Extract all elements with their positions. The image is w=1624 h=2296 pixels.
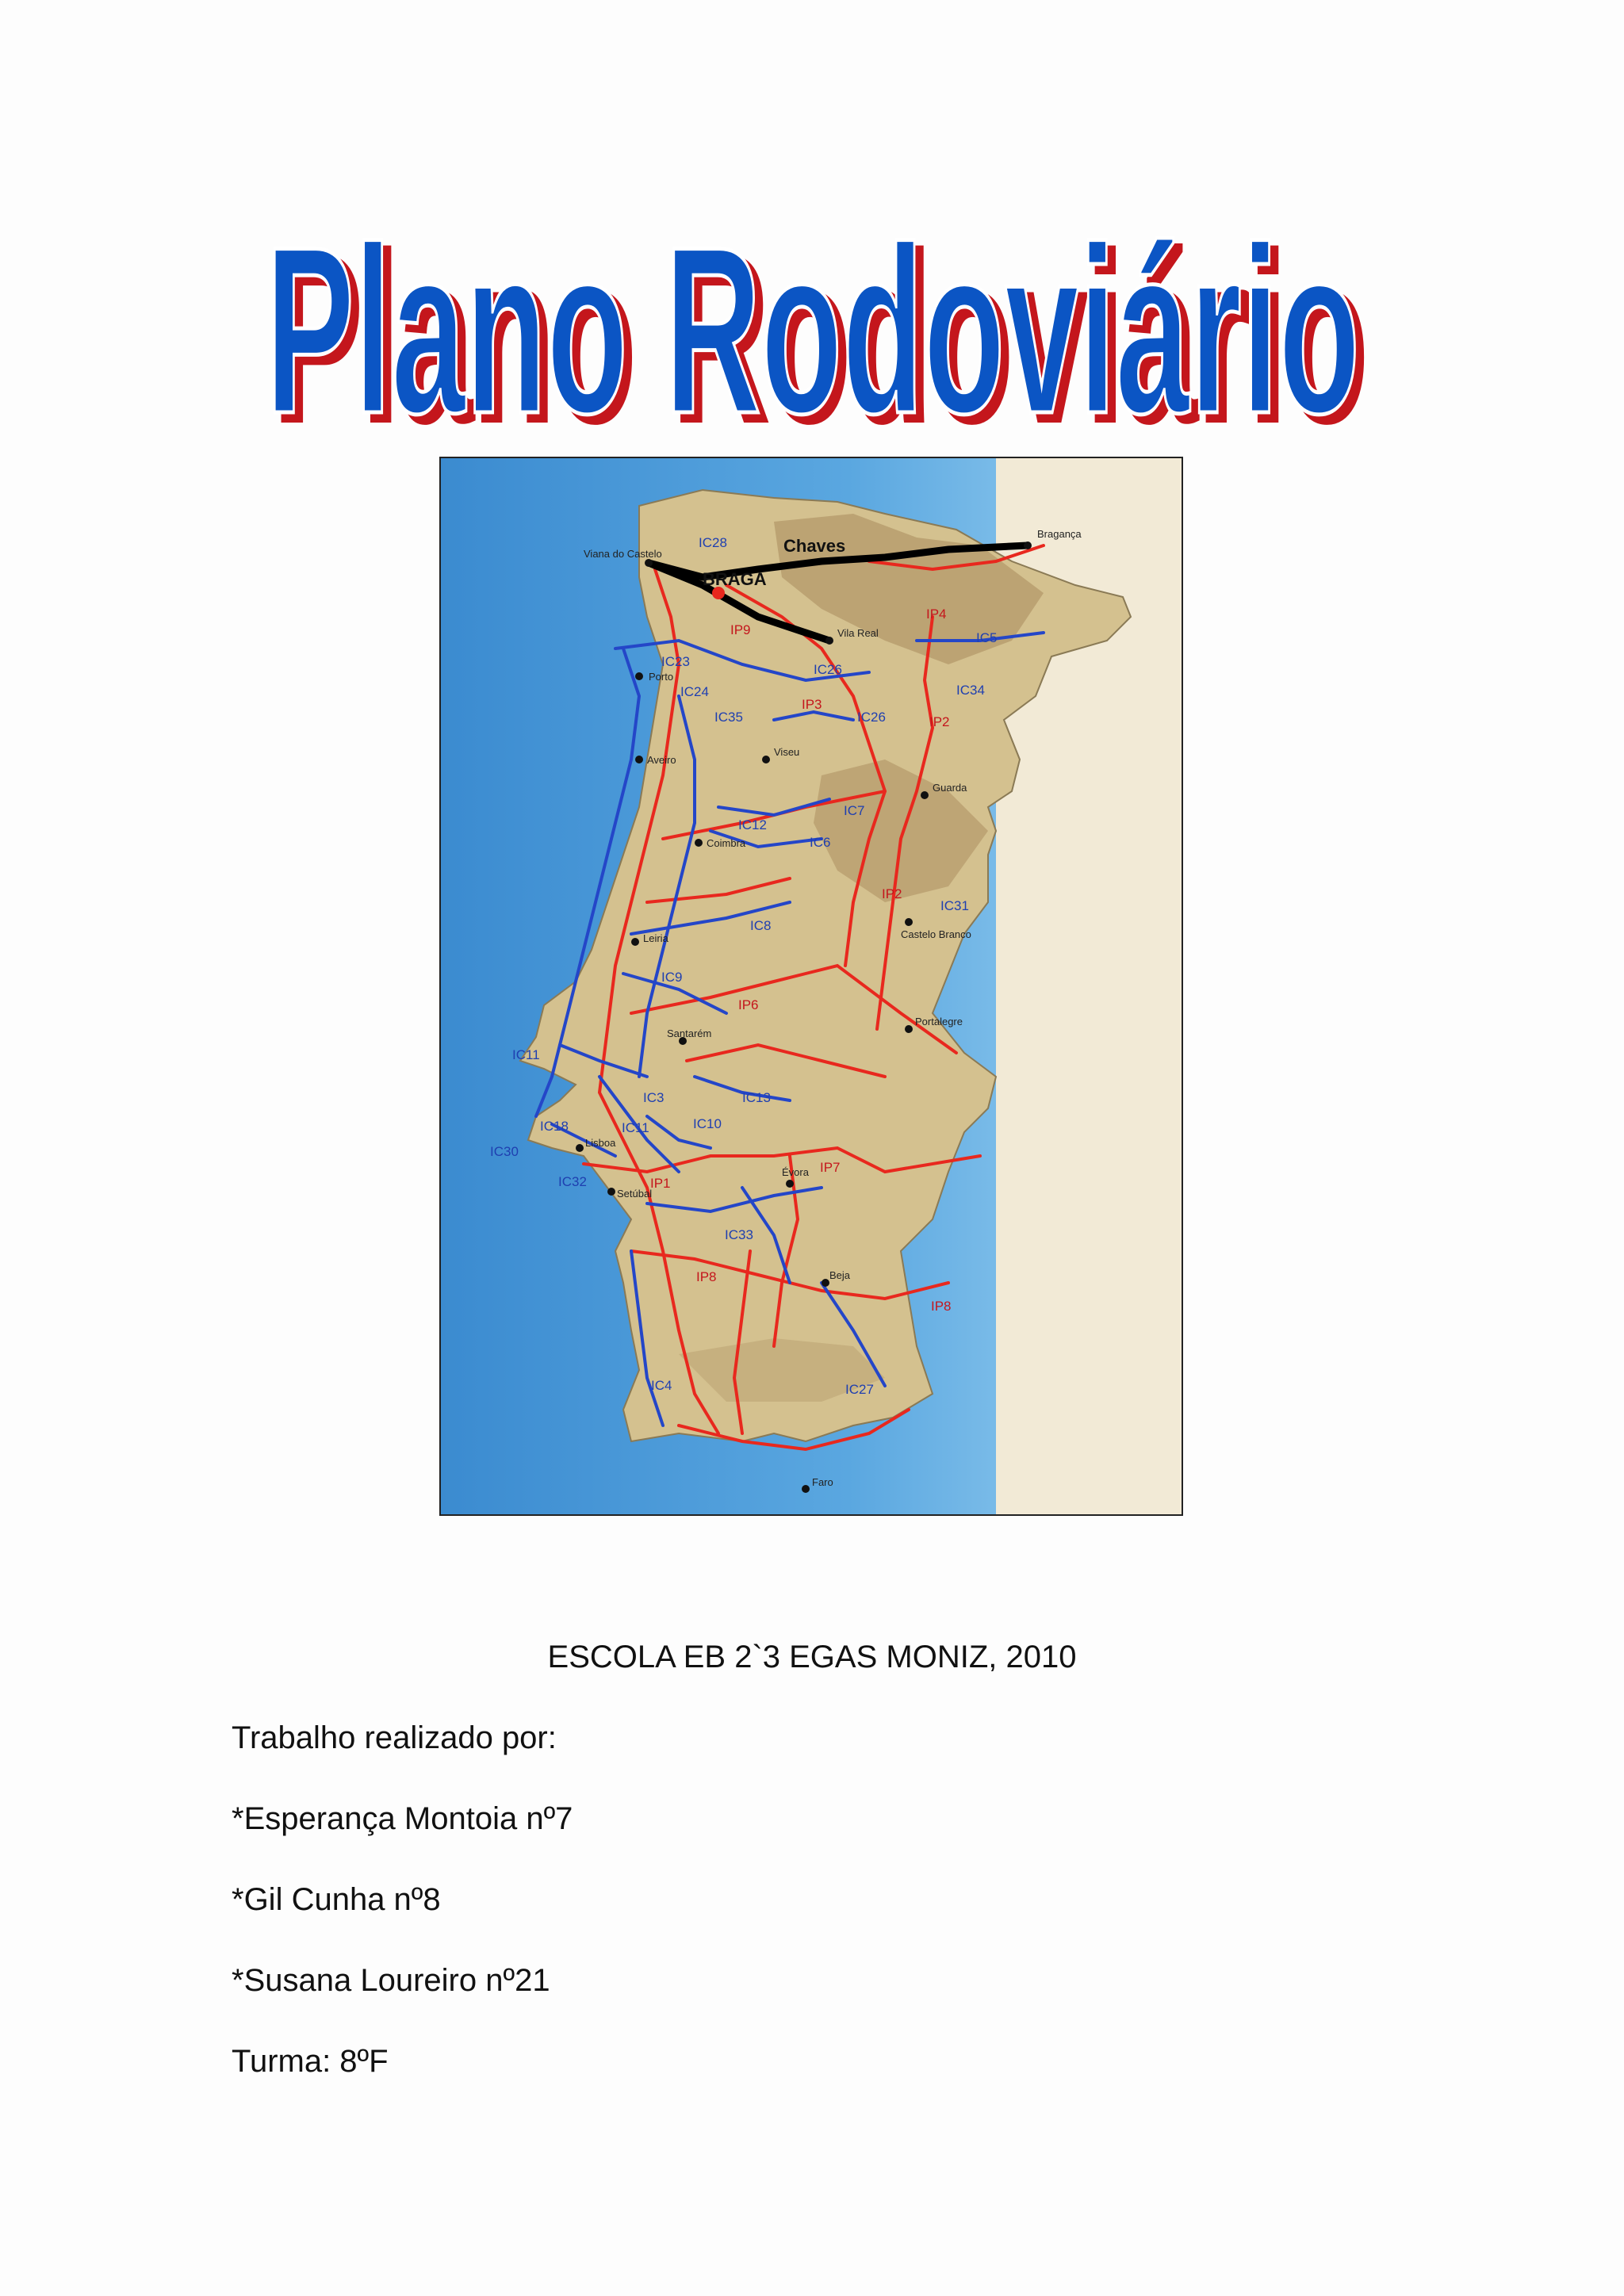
ic23-label: IC23 bbox=[661, 654, 690, 669]
class-line: Turma: 8ºF bbox=[232, 2044, 389, 2079]
lisboa-label: Lisboa bbox=[585, 1137, 616, 1149]
vila-real-dot bbox=[825, 637, 833, 645]
ip7-label: IP7 bbox=[820, 1160, 841, 1175]
ic27-label: IC27 bbox=[845, 1382, 874, 1397]
lisboa-dot bbox=[576, 1144, 584, 1152]
evora-dot bbox=[786, 1180, 794, 1188]
ic32-label: IC32 bbox=[558, 1174, 587, 1189]
faro-dot bbox=[802, 1485, 810, 1493]
beja-label: Beja bbox=[829, 1269, 851, 1281]
ic34-label: IC34 bbox=[956, 683, 985, 698]
guarda-dot bbox=[921, 791, 929, 799]
ic6-label: IC6 bbox=[810, 835, 831, 850]
title-shadow: Plano Rodoviário bbox=[274, 205, 1368, 444]
leiria-label: Leiria bbox=[643, 932, 668, 944]
ic5-label: IC5 bbox=[976, 630, 998, 645]
leiria-dot bbox=[631, 938, 639, 946]
ip6-label: IP6 bbox=[738, 997, 759, 1012]
setubal-label: Setúbal bbox=[617, 1188, 653, 1200]
portalegre-label: Portalegre bbox=[915, 1016, 963, 1027]
ic4-label: IC4 bbox=[651, 1378, 672, 1393]
guarda-label: Guarda bbox=[933, 782, 967, 794]
castelo-branco-dot bbox=[905, 918, 913, 926]
coimbra-dot bbox=[695, 839, 703, 847]
ic30-label: IC30 bbox=[490, 1144, 519, 1159]
ic8-label: IC8 bbox=[750, 918, 772, 933]
ic11b-label: IC11 bbox=[622, 1120, 649, 1135]
aveiro-dot bbox=[635, 756, 643, 763]
ip1-label: IP1 bbox=[650, 1176, 671, 1191]
ic28-label: IC28 bbox=[699, 535, 727, 550]
ip4-label: IP4 bbox=[926, 607, 947, 622]
santarem-label: Santarém bbox=[667, 1027, 712, 1039]
ic18-label: IC18 bbox=[540, 1119, 569, 1134]
castelo-branco-label: Castelo Branco bbox=[901, 928, 971, 940]
coimbra-label: Coimbra bbox=[707, 837, 746, 849]
member-2: *Gil Cunha nº8 bbox=[232, 1882, 441, 1917]
ip8b-label: IP8 bbox=[931, 1299, 952, 1314]
ip8a-label: IP8 bbox=[696, 1269, 717, 1284]
viana-label: Viana do Castelo bbox=[584, 548, 662, 560]
ic13-label: IC13 bbox=[742, 1090, 771, 1105]
title-wordart bbox=[238, 182, 1388, 444]
chaves-label: Chaves bbox=[783, 536, 846, 556]
ic9-label: IC9 bbox=[661, 970, 683, 985]
porto-dot bbox=[635, 672, 643, 680]
ic33-label: IC33 bbox=[725, 1227, 753, 1242]
ic35-label: IC35 bbox=[714, 710, 743, 725]
ip2a-label: IP2 bbox=[929, 714, 950, 729]
braganca-dot bbox=[1024, 541, 1032, 549]
ic7-label: IC7 bbox=[844, 803, 865, 818]
ic11a-label: IC11 bbox=[512, 1047, 540, 1062]
braga-label: BRAGA bbox=[703, 569, 767, 589]
ic24-label: IC24 bbox=[680, 684, 709, 699]
evora-label: Évora bbox=[782, 1166, 809, 1178]
portalegre-dot bbox=[905, 1025, 913, 1033]
porto-label: Porto bbox=[649, 671, 674, 683]
aveiro-label: Aveiro bbox=[647, 754, 676, 766]
beja-dot bbox=[822, 1279, 829, 1287]
ip2b-label: IP2 bbox=[882, 886, 902, 901]
ic10-label: IC10 bbox=[693, 1116, 722, 1131]
viseu-label: Viseu bbox=[774, 746, 800, 758]
setubal-dot bbox=[607, 1188, 615, 1196]
school-line: ESCOLA EB 2`3 EGAS MONIZ, 2010 bbox=[547, 1640, 1077, 1674]
ic12-label: IC12 bbox=[738, 817, 767, 832]
vila-real-label: Vila Real bbox=[837, 627, 879, 639]
ic31-label: IC31 bbox=[940, 898, 969, 913]
faro-label: Faro bbox=[812, 1476, 833, 1488]
ip9-label: IP9 bbox=[730, 622, 751, 637]
road-map-portugal bbox=[439, 457, 1183, 1516]
intro-line: Trabalho realizado por: bbox=[232, 1720, 557, 1755]
member-3: *Susana Loureiro nº21 bbox=[232, 1963, 550, 1998]
member-1: *Esperança Montoia nº7 bbox=[232, 1801, 573, 1836]
braganca-label: Bragança bbox=[1037, 528, 1082, 540]
map-svg bbox=[441, 458, 1182, 1514]
ic26a-label: IC26 bbox=[814, 662, 842, 677]
ic3-label: IC3 bbox=[643, 1090, 665, 1105]
viana-dot bbox=[645, 559, 653, 567]
ip3-label: IP3 bbox=[802, 697, 822, 712]
page-title: Plano Rodoviário bbox=[266, 197, 1360, 444]
viseu-dot bbox=[762, 756, 770, 763]
ic26b-label: IC26 bbox=[857, 710, 886, 725]
